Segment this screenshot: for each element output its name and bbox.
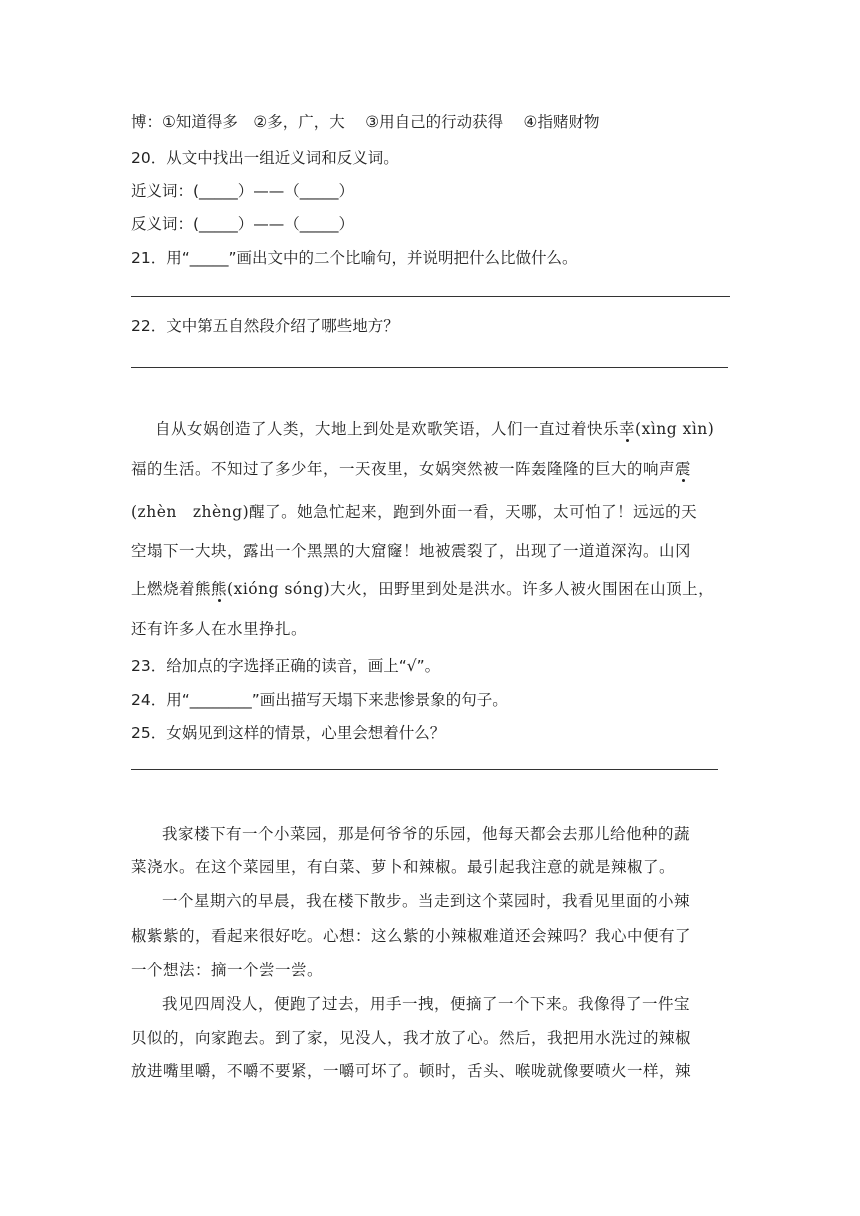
text-segment: 福的生活。不知过了多少年，一天夜里，女娲突然被一阵轰隆隆的巨大的响声 [131,460,676,478]
antonyms-line: 反义词：(_____）——（_____） [131,215,355,233]
dotted-character: 震 [675,457,691,479]
pepper-p1-line-1: 我家楼下有一个小菜园，那是何爷爷的乐园，他每天都会去那儿给他种的蔬 [162,825,691,843]
nuwa-line-5 [131,577,714,599]
pepper-p1-line-2: 菜浇水。在这个菜园里，有白菜、萝卜和辣椒。最引起我注意的就是辣椒了。 [131,858,676,876]
nuwa-line-2 [131,457,691,479]
pepper-p3-line-1: 我见四周没人，便跑了过去，用手一拽，便摘了一个下来。我像得了一件宝 [162,995,691,1013]
question-25: 25．女娲见到这样的情景，心里会想着什么？ [131,724,446,742]
dotted-character: 熊 [211,577,227,599]
question-23: 23．给加点的字选择正确的读音，画上“√”。 [131,657,441,675]
text-segment: 上燃烧着熊 [131,580,212,598]
answer-line-q25[interactable] [131,769,718,770]
pepper-p3-line-3: 放进嘴里嚼，不嚼不要紧，一嚼可坏了。顿时，舌头、喉咙就像要喷火一样，辣 [131,1062,692,1080]
nuwa-line-6: 还有许多人在水里挣扎。 [131,620,308,638]
pepper-p2-line-2: 椒紫紫的，看起来很好吃。心想：这么紫的小辣椒难道还会辣吗？我心中便有了 [131,927,692,945]
text-segment: (xióng sóng)大火，田野里到处是洪水。许多人被火围困在山顶上， [227,580,715,598]
pepper-p2-line-3: 一个想法：摘一个尝一尝。 [131,961,324,979]
answer-line-q22[interactable] [131,367,728,368]
nuwa-line-4: 空塌下一大块，露出一个黑黑的大窟窿！地被震裂了，出现了一道道深沟。山冈 [131,542,692,560]
synonyms-line: 近义词：(_____）——（_____） [131,182,355,200]
pepper-p3-line-2: 贝似的，向家跑去。到了家，见没人，我才放了心。然后，我把用水洗过的辣椒 [131,1029,692,1047]
question-24: 24．用“________”画出描写天塌下来悲惨景象的句子。 [131,691,508,709]
answer-line-q21[interactable] [131,296,730,297]
dotted-character: 幸 [619,417,635,439]
question-22: 22．文中第五自然段介绍了哪些地方？ [131,317,399,335]
nuwa-line-1 [155,417,714,439]
nuwa-line-3: (zhèn zhèng)醒了。她急忙起来，跑到外面一看，天哪，太可怕了！远远的天 [131,503,698,521]
bo-meanings-line: 博：①知道得多 ②多，广，大 ③用自己的行动获得 ④指赌财物 [131,113,600,131]
question-20: 20．从文中找出一组近义词和反义词。 [131,149,399,167]
pepper-p2-line-1: 一个星期六的早晨，我在楼下散步。当走到这个菜园时，我看见里面的小辣 [162,892,691,910]
pinyin-options: (xìng xìn) [635,420,715,438]
text-segment: 自从女娲创造了人类，大地上到处是欢歌笑语，人们一直过着快乐 [155,420,620,438]
question-21: 21．用“_____”画出文中的二个比喻句，并说明把什么比做什么。 [131,249,578,267]
